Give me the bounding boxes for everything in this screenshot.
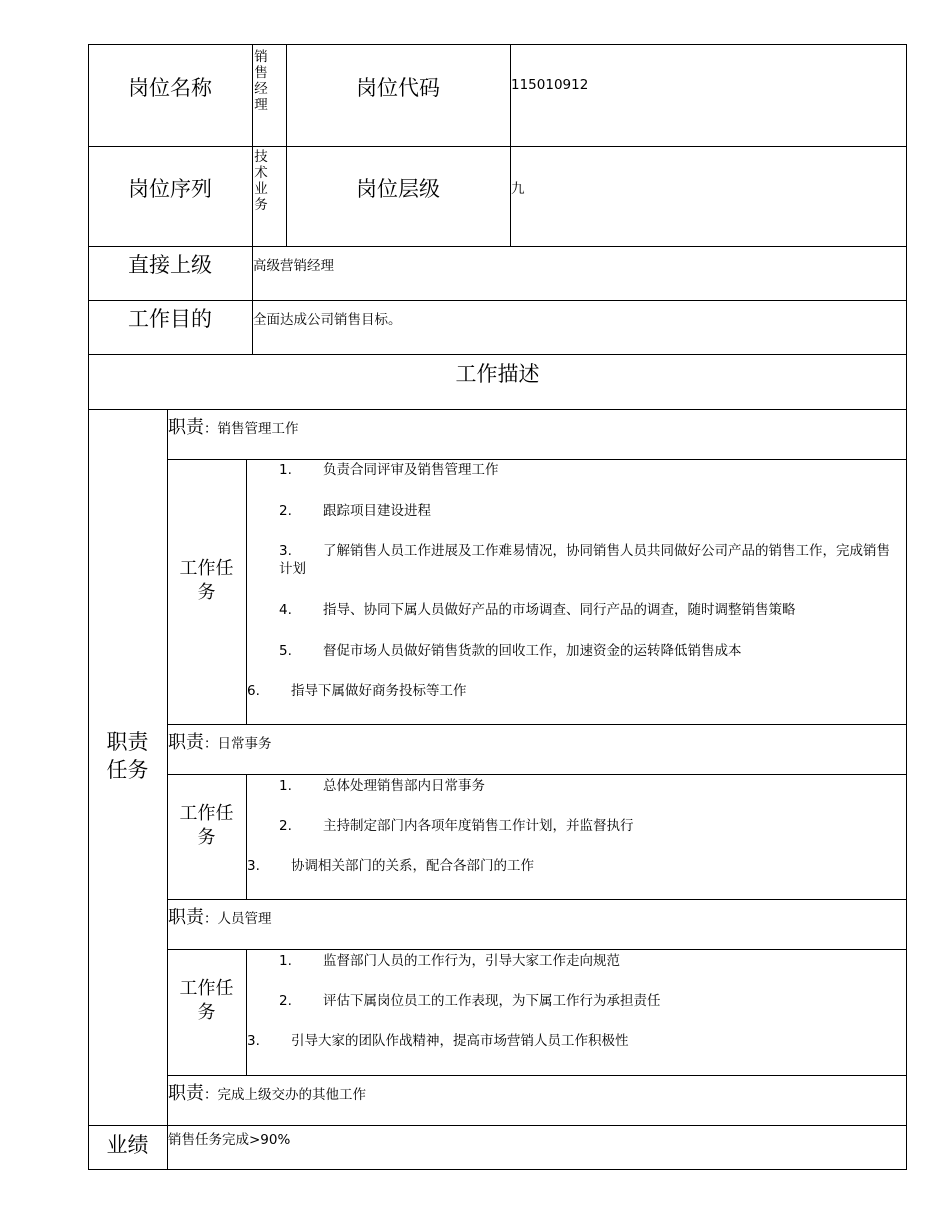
row-divider xyxy=(88,146,907,147)
task-item: 3. 引导大家的团队作战精神，提高市场营销人员工作积极性 xyxy=(247,1033,629,1049)
position-name-label: 岗位名称 xyxy=(128,76,212,100)
responsibility-heading xyxy=(168,903,272,929)
position-series-value: 技术业务 xyxy=(254,149,268,213)
task-item: 3. 协调相关部门的关系，配合各部门的工作 xyxy=(247,858,534,874)
row-divider xyxy=(167,1075,907,1076)
task-item: 2. 评估下属岗位员工的工作表现，为下属工作行为承担责任 xyxy=(279,993,661,1009)
row-divider xyxy=(88,1125,907,1126)
responsibility-heading xyxy=(168,728,272,754)
row-divider xyxy=(88,300,907,301)
task-item: 5. 督促市场人员做好销售货款的回收工作，加速资金的运转降低销售成本 xyxy=(279,643,742,659)
row-divider xyxy=(88,409,907,410)
position-code-value: 115010912 xyxy=(511,77,589,93)
task-item: 1. 监督部门人员的工作行为，引导大家工作走向规范 xyxy=(279,953,620,969)
position-code-label: 岗位代码 xyxy=(356,76,440,100)
performance-label: 业绩 xyxy=(106,1133,149,1157)
position-series-label: 岗位序列 xyxy=(128,177,212,201)
position-name-value: 销售经理 xyxy=(254,49,268,113)
row-divider xyxy=(167,459,907,460)
task-label: 工作任 务 xyxy=(179,803,234,848)
row-divider xyxy=(88,354,907,355)
task-label: 工作任 务 xyxy=(179,558,234,603)
responsibility-prefix: 职责 xyxy=(168,1083,204,1104)
row-divider xyxy=(167,724,907,725)
supervisor-value: 高级营销经理 xyxy=(253,258,334,274)
task-item: 1. 负责合同评审及销售管理工作 xyxy=(279,462,499,478)
task-item: 2. 主持制定部门内各项年度销售工作计划，并监督执行 xyxy=(279,818,634,834)
responsibility-title: ：日常事务 xyxy=(204,736,272,752)
duties-label: 职责 任务 xyxy=(106,730,149,782)
responsibility-prefix: 职责 xyxy=(168,732,204,753)
task-item: 1. 总体处理销售部内日常事务 xyxy=(279,778,485,794)
column-divider xyxy=(246,949,247,1075)
row-divider xyxy=(167,949,907,950)
task-label: 工作任 务 xyxy=(179,978,234,1023)
row-divider xyxy=(88,246,907,247)
task-item: 6. 指导下属做好商务投标等工作 xyxy=(247,683,467,699)
position-level-label: 岗位层级 xyxy=(356,177,440,201)
column-divider xyxy=(167,409,168,1170)
task-item: 3. 了解销售人员工作进展及工作难易情况，协同销售人员共同做好公司产品的销售工作，完成销售计划 xyxy=(279,543,890,577)
row-divider xyxy=(167,774,907,775)
column-divider xyxy=(510,44,511,246)
task-item: 4. 指导、协同下属人员做好产品的市场调查、同行产品的调查，随时调整销售策略 xyxy=(279,602,796,618)
section-title: 工作描述 xyxy=(455,362,540,386)
column-divider xyxy=(246,774,247,899)
responsibility-prefix: 职责 xyxy=(168,907,204,928)
purpose-value: 全面达成公司销售目标。 xyxy=(253,312,402,328)
responsibility-heading xyxy=(168,413,299,439)
supervisor-label: 直接上级 xyxy=(128,253,212,277)
task-item: 2. 跟踪项目建设进程 xyxy=(279,503,431,519)
row-divider xyxy=(167,899,907,900)
purpose-label: 工作目的 xyxy=(128,307,212,331)
position-level-value: 九 xyxy=(511,181,525,197)
performance-value: 销售任务完成>90% xyxy=(168,1132,291,1148)
responsibility-title: ：完成上级交办的其他工作 xyxy=(204,1087,366,1103)
responsibility-prefix: 职责 xyxy=(168,417,204,438)
responsibility-title: ：人员管理 xyxy=(204,911,272,927)
responsibility-title: ：销售管理工作 xyxy=(204,421,299,437)
responsibility-heading xyxy=(168,1079,366,1105)
